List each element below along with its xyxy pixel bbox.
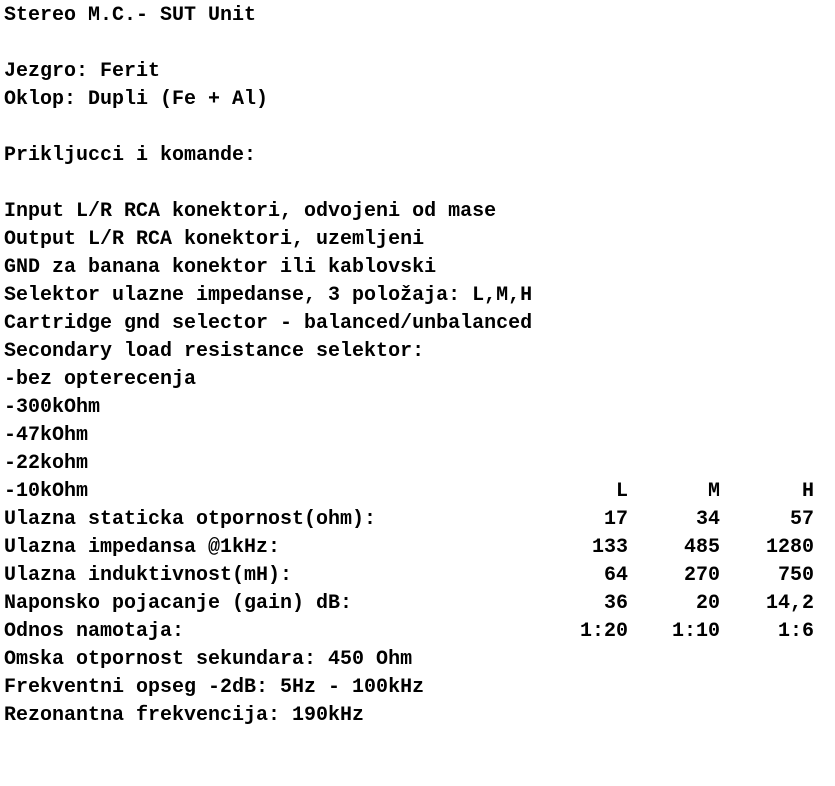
feature-line: Input L/R RCA konektori, odvojeni od mase [4,200,497,223]
feature-line: Output L/R RCA konektori, uzemljeni [4,228,425,251]
feature-line: GND za banana konektor ili kablovski [4,256,437,279]
column-header-h: H [801,480,814,503]
cell-l: 133 [591,536,628,559]
cell-h: 14,2 [765,592,814,615]
column-header-m: M [707,480,720,503]
feature-line: Secondary load resistance selektor: [4,340,425,363]
connections-heading: Prikljucci i komande: [4,144,257,167]
cell-l: 64 [603,564,628,587]
spacer [4,30,830,58]
shield-line: Oklop: Dupli (Fe + Al) [4,88,269,111]
cell-m: 1:10 [671,620,720,643]
document-title: Stereo M.C.- SUT Unit [4,4,257,27]
cell-l: 1:20 [579,620,628,643]
table-row [4,562,830,590]
feature-line: Selektor ulazne impedanse, 3 položaja: L,M,H [4,284,533,307]
row-label: Ulazna impedansa @1kHz: [4,536,281,559]
spacer [4,170,830,198]
cell-h: 57 [789,508,814,531]
spec-document [4,2,830,730]
load-option: -47kOhm [4,424,89,447]
cell-m: 34 [695,508,720,531]
footer-line: Omska otpornost sekundara: 450 Ohm [4,648,413,671]
spacer [4,114,830,142]
cell-l: 17 [603,508,628,531]
cell-h: 1280 [765,536,814,559]
load-option: -22kohm [4,452,89,475]
cell-h: 750 [777,564,814,587]
load-option: -10kOhm [4,480,89,503]
cell-m: 485 [683,536,720,559]
table-row [4,618,830,646]
feature-line: Cartridge gnd selector - balanced/unbalanced [4,312,533,335]
table-row [4,534,830,562]
column-header-l: L [615,480,628,503]
row-label: Ulazna staticka otpornost(ohm): [4,508,377,531]
row-label: Naponsko pojacanje (gain) dB: [4,592,353,615]
cell-l: 36 [603,592,628,615]
footer-line: Frekventni opseg -2dB: 5Hz - 100kHz [4,676,425,699]
cell-m: 20 [695,592,720,615]
table-row [4,590,830,618]
cell-m: 270 [683,564,720,587]
load-option: -300kOhm [4,396,101,419]
load-option: -bez opterecenja [4,368,197,391]
footer-line: Rezonantna frekvencija: 190kHz [4,704,365,727]
row-label: Ulazna induktivnost(mH): [4,564,293,587]
cell-h: 1:6 [777,620,814,643]
row-label: Odnos namotaja: [4,620,185,643]
table-row [4,506,830,534]
core-line: Jezgro: Ferit [4,60,161,83]
table-header-row [4,478,830,506]
